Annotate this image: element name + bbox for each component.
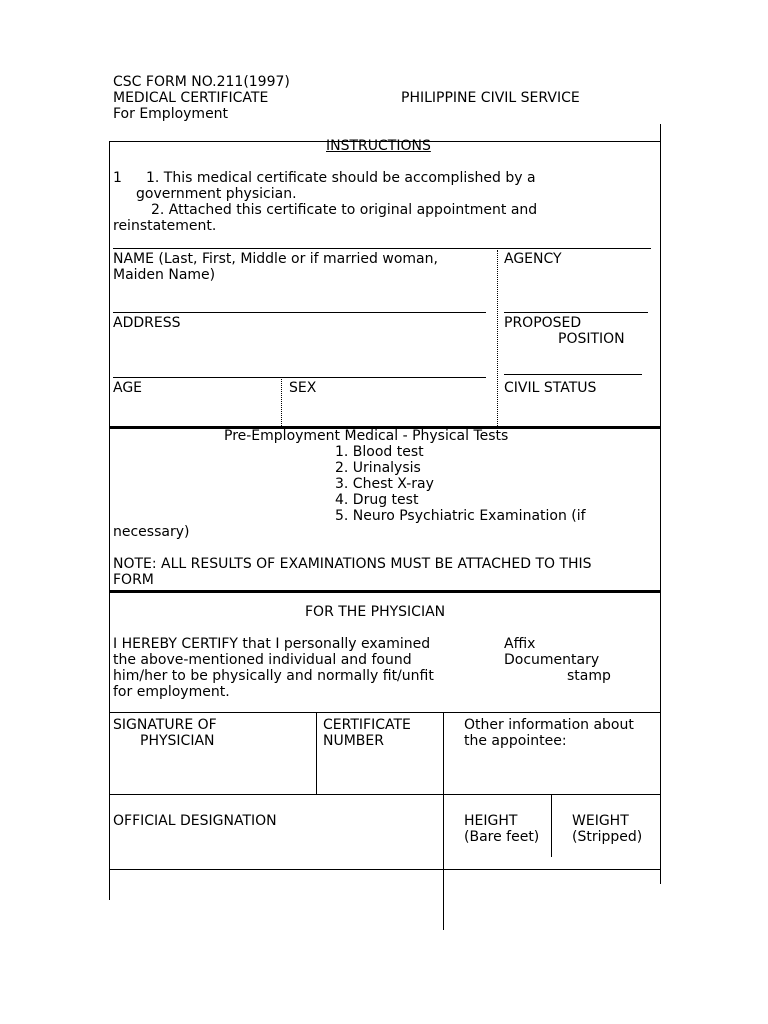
left-border (109, 141, 110, 900)
certification-text: the above-mentioned individual and found (113, 652, 412, 668)
certificate-number-label: CERTIFICATE (323, 717, 411, 733)
test-item: 2. Urinalysis (335, 460, 421, 476)
grid-line-2 (109, 794, 661, 795)
instructions-heading: INSTRUCTIONS (326, 138, 431, 154)
other-info-label: Other information about (464, 717, 634, 733)
instruction-marker: 1 (113, 170, 122, 186)
stamp-label: Documentary (504, 652, 600, 668)
certification-text: I HEREBY CERTIFY that I personally examined (113, 636, 431, 652)
age-field-label: AGE (113, 380, 143, 396)
form-subtitle: For Employment (113, 106, 229, 122)
weight-label: WEIGHT (572, 813, 629, 829)
physician-heading: FOR THE PHYSICIAN (305, 604, 446, 620)
signature-label: SIGNATURE OF (113, 717, 217, 733)
test-item-continuation: necessary) (113, 524, 190, 540)
certification-text: him/her to be physically and normally fit/unfit (113, 668, 434, 684)
name-field-label: NAME (Last, First, Middle or if married woman, (113, 251, 438, 267)
test-item: 5. Neuro Psychiatric Examination (if (335, 508, 586, 524)
tests-heading: Pre-Employment Medical - Physical Tests (224, 428, 509, 444)
grid-col-signature (316, 712, 317, 794)
agency-field-label: AGENCY (504, 251, 562, 267)
proposed-line (504, 312, 648, 313)
test-item: 4. Drug test (335, 492, 419, 508)
issuing-agency: PHILIPPINE CIVIL SERVICE (401, 90, 580, 106)
stamp-label: stamp (567, 668, 611, 684)
instruction-1-line-2: government physician. (136, 186, 297, 202)
instruction-2-line-2: reinstatement. (113, 218, 217, 234)
results-note-cont: FORM (113, 572, 154, 588)
height-label-cont: (Bare feet) (464, 829, 540, 845)
sex-field-label: SEX (289, 380, 317, 396)
grid-line-3 (109, 869, 661, 870)
test-item: 1. Blood test (335, 444, 424, 460)
certificate-number-label-cont: NUMBER (323, 733, 384, 749)
right-border (660, 124, 661, 884)
proposed-field-label: PROPOSED (504, 315, 582, 331)
form-title: MEDICAL CERTIFICATE (113, 90, 269, 106)
other-info-label-cont: the appointee: (464, 733, 567, 749)
position-field-label: POSITION (558, 331, 625, 347)
instruction-1-line-1: 1. This medical certificate should be accomplished by a (146, 170, 536, 186)
address-field-label: ADDRESS (113, 315, 181, 331)
grid-col-height-weight (551, 795, 552, 857)
certification-text: for employment. (113, 684, 230, 700)
age-sex-divider (281, 379, 282, 426)
age-sex-line (113, 377, 486, 378)
name-field-label-cont: Maiden Name) (113, 267, 216, 283)
name-line (113, 248, 651, 249)
grid-col-main (443, 712, 444, 930)
official-designation-label: OFFICIAL DESIGNATION (113, 813, 277, 829)
civil-status-field-label: CIVIL STATUS (504, 380, 597, 396)
test-item: 3. Chest X-ray (335, 476, 434, 492)
column-divider-right (497, 250, 498, 426)
section-divider-thick-2 (109, 590, 661, 593)
civil-status-line (504, 374, 642, 375)
stamp-label: Affix (504, 636, 536, 652)
instruction-2-line-1: 2. Attached this certificate to original appointment and (151, 202, 538, 218)
address-line (113, 312, 486, 313)
form-number: CSC FORM NO.211(1997) (113, 74, 290, 90)
grid-line-1 (109, 712, 661, 713)
weight-label-cont: (Stripped) (572, 829, 643, 845)
results-note: NOTE: ALL RESULTS OF EXAMINATIONS MUST BE ATTACHED TO THIS (113, 556, 592, 572)
signature-label-cont: PHYSICIAN (140, 733, 215, 749)
height-label: HEIGHT (464, 813, 518, 829)
